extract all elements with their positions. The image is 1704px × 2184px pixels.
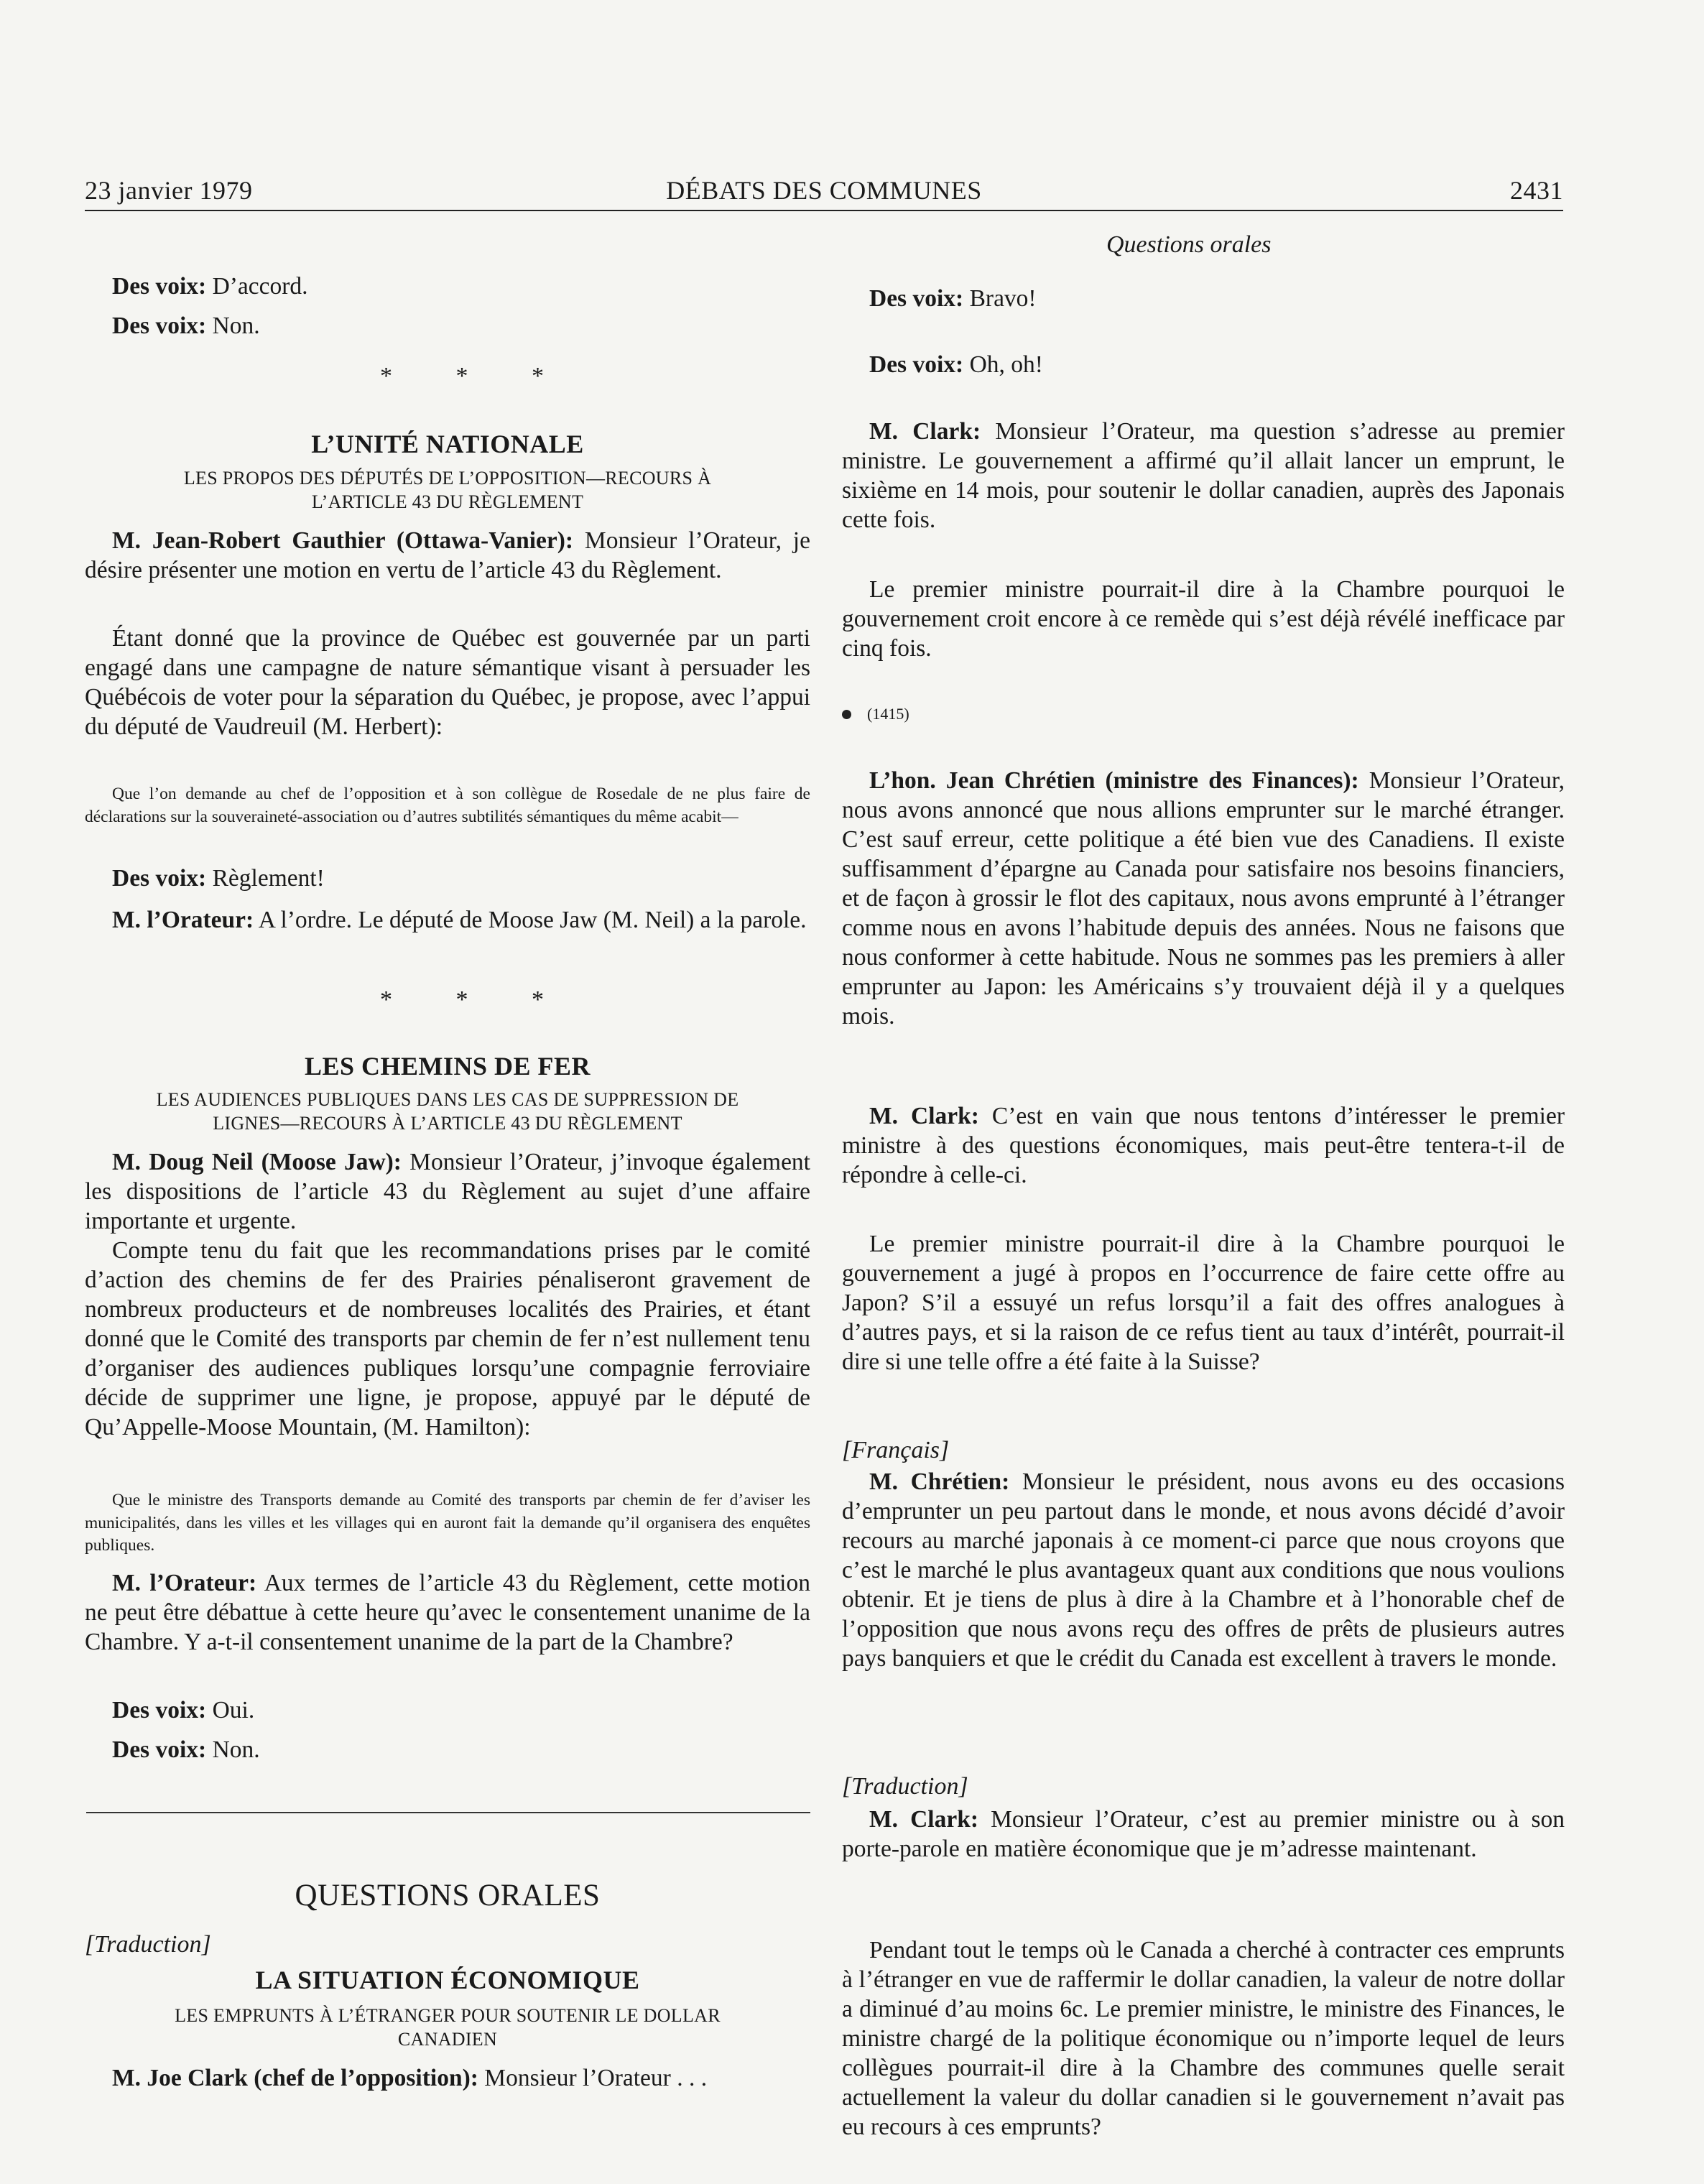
paragraph-text: Compte tenu du fait que les recommandations prises par le comité d’action des chemins de fer des Prairies pénaliseront gravement de nombreux producteurs et de nombreuses localités des Prairies, et étant donné que le Comité des transports par chemin de fer n’est nullement tenu d’organiser des audiences publiques lorsqu’une compagnie ferroviaire décide de supprimer une ligne, je propose, appuyé par le député de Qu’Appelle-Moose Mountain, (M. Hamilton): [85, 1237, 810, 1440]
speaker-name: M. Clark: [869, 418, 981, 445]
section-separator: * * * [380, 363, 573, 389]
speaker-name: M. Jean-Robert Gauthier (Ottawa-Vanier): [112, 527, 574, 554]
speaker-name: Des voix: [869, 285, 964, 312]
section-subtitle: LIGNES—RECOURS À L’ARTICLE 43 DU RÈGLEMENT [213, 1113, 682, 1134]
motion-quote [85, 1489, 810, 1558]
header-date: 23 janvier 1979 [85, 176, 253, 205]
speaker-name: Des voix: [112, 865, 207, 892]
speech [85, 1735, 810, 1764]
section-subtitle: LES PROPOS DES DÉPUTÉS DE L’OPPOSITION—RECOURS À [183, 468, 712, 489]
section-title: L’UNITÉ NATIONALE [311, 430, 584, 458]
speech [85, 1147, 810, 1236]
speech [85, 905, 810, 935]
page-header [85, 175, 1563, 211]
speech-text: A l’ordre. Le député de Moose Jaw (M. Neil) a la parole. [254, 907, 807, 933]
speaker-name: M. l’Orateur: [112, 907, 254, 933]
speech-text: Non. [206, 1736, 260, 1763]
section-subtitle: L’ARTICLE 43 DU RÈGLEMENT [311, 491, 584, 512]
paragraph-text: Le premier ministre pourrait-il dire à la Chambre pourquoi le gouvernement croit encore à ce remède qui s’est déjà révélé inefficace par cinq fois. [842, 576, 1565, 662]
speech [85, 526, 810, 585]
speech-text: Bravo! [963, 285, 1037, 312]
speaker-name: M. Clark: [869, 1806, 979, 1833]
speaker-name: Des voix: [112, 1697, 207, 1723]
language-note: [Traduction] [85, 1931, 211, 1958]
speech [85, 1695, 810, 1725]
language-note: [Français] [842, 1437, 950, 1463]
speaker-name: Des voix: [112, 313, 207, 339]
motion-text: Que le ministre des Transports demande au Comité des transports par chemin de fer d’aviser les municipalités, dans les villes et les villages qui en auront fait la demande qu’il organisera des enquêtes publiques. [85, 1491, 810, 1555]
speech-text: C’est en vain que nous tentons d’intéresser le premier ministre à des questions économiques, mais peut-être tentera-t-il de répondre à celle-ci. [842, 1103, 1565, 1188]
speech-text: Monsieur l’Orateur, nous avons annoncé que nous allions emprunter sur le marché étranger. C’est sauf erreur, cette politique a été bien vue des Canadiens. Il existe suffisamment d’épargne au Canada pour satisfaire nos besoins financiers, et de façon à grossir le flot des capitaux, nous avons emprunté à l’étranger comme nous en avons l’habitude depuis des années. Nous ne faisons que nous conformer à cette habitude. Nous ne sommes pas les premiers à aller emprunter au Japon: les Américains s’y trouvaient déjà il y a quelques mois. [842, 767, 1565, 1029]
speaker-name: M. Doug Neil (Moose Jaw): [112, 1149, 402, 1175]
header-title: DÉBATS DES COMMUNES [666, 176, 982, 205]
speech-text: Oui. [206, 1697, 255, 1723]
motion-text: Que l’on demande au chef de l’opposition et à son collègue de Rosedale de ne plus faire de déclarations sur la souveraineté-association ou d’autres subtilités sémantiques du même acabit— [85, 785, 810, 826]
speaker-name: M. Clark: [869, 1103, 979, 1129]
language-note: [Traduction] [842, 1773, 968, 1800]
speaker-name: Des voix: [869, 351, 964, 378]
section-title: LES CHEMINS DE FER [304, 1052, 591, 1081]
speech-text: Aux termes de l’article 43 du Règlement, cette motion ne peut être débattue à cette heure qu’avec le consentement unanime de la Chambre. Y a-t-il consentement unanime de la part de la Chambre? [85, 1570, 810, 1655]
speech [842, 1805, 1565, 1864]
bullet-icon [842, 710, 851, 719]
speech-text: Monsieur le président, nous avons eu des occasions d’emprunter un peu partout dans le monde, et nous avons décidé d’avoir recours au marché japonais à ce moment-ci parce que nous croyons que c’est le marché le plus avantageux quant aux conditions que nous voulions obtenir. Et je tiens de plus à dire à la Chambre et à l’honorable chef de l’opposition que nous avons reçu des offres de prêts de plusieurs autres pays banquiers et que le crédit du Canada est excellent à travers le monde. [842, 1468, 1565, 1672]
speaker-name: L’hon. Jean Chrétien (ministre des Finances): [869, 767, 1359, 794]
section-heading: QUESTIONS ORALES [295, 1879, 601, 1912]
page-number: 2431 [1510, 176, 1563, 205]
speech [85, 1568, 810, 1657]
section-title: LA SITUATION ÉCONOMIQUE [255, 1966, 640, 1994]
speaker-name: Des voix: [112, 273, 207, 300]
speech-text: Oh, oh! [963, 351, 1043, 378]
paragraph [842, 575, 1565, 663]
speech [842, 350, 1565, 379]
speech [85, 311, 810, 341]
speech-text: Monsieur l’Orateur, j’invoque également les dispositions de l’article 43 du Règlement au sujet d’une affaire importante et urgente. [85, 1149, 810, 1234]
motion-quote [85, 783, 810, 828]
section-separator: * * * [380, 986, 573, 1013]
speaker-name: Des voix: [112, 1736, 207, 1763]
speech-text: D’accord. [206, 273, 308, 300]
speaker-name: M. Chrétien: [869, 1468, 1010, 1495]
speech-text: Monsieur l’Orateur, je désire présenter une motion en vertu de l’article 43 du Règlement. [85, 527, 810, 583]
paragraph [842, 1935, 1565, 2142]
speech [85, 864, 810, 893]
paragraph-text: Pendant tout le temps où le Canada a cherché à contracter ces emprunts à l’étranger en vue de raffermir le dollar canadien, la valeur de notre dollar a diminué d’au moins 6c. Le premier ministre, le ministre des Finances, le ministre chargé de la politique économique ou n’importe lequel de leurs collègues pourrait-il dire à la Chambre des communes quelle serait actuellement la valeur du dollar canadien si le gouvernement n’avait pas eu recours à ces emprunts? [842, 1937, 1565, 2140]
section-rule [86, 1812, 810, 1813]
section-subtitle: CANADIEN [397, 2029, 498, 2050]
section-subtitle: LES AUDIENCES PUBLIQUES DANS LES CAS DE SUPPRESSION DE [156, 1089, 739, 1110]
running-head: Questions orales [1106, 231, 1272, 258]
paragraph-text: Le premier ministre pourrait-il dire à la Chambre pourquoi le gouvernement a jugé à propos en l’occurrence de faire cette offre au Japon? S’il a essuyé un refus lorsqu’il a fait des offres analogues à d’autres pays, et si la raison de ce refus tient au taux d’intérêt, pourrait-il dire si une telle offre a été faite à la Suisse? [842, 1231, 1565, 1375]
paragraph [842, 1229, 1565, 1376]
paragraph [85, 624, 810, 741]
timestamp: (1415) [867, 705, 909, 723]
speech [842, 1101, 1565, 1190]
speech-text: Monsieur l’Orateur, ma question s’adresse au premier ministre. Le gouvernement a affirmé qu’il allait lancer un emprunt, le sixième en 14 mois, pour soutenir le dollar canadien, auprès des Japonais cette fois. [842, 418, 1565, 533]
speech-text: Non. [206, 313, 260, 339]
section-subtitle: LES EMPRUNTS À L’ÉTRANGER POUR SOUTENIR LE DOLLAR [175, 2005, 721, 2026]
speech [842, 284, 1565, 313]
speech-text: Monsieur l’Orateur, c’est au premier ministre ou à son porte-parole en matière économique que je m’adresse maintenant. [842, 1806, 1565, 1862]
speech [85, 2063, 810, 2093]
speech-text: Monsieur l’Orateur . . . [478, 2065, 708, 2091]
time-marker [842, 705, 1565, 723]
speaker-name: M. Joe Clark (chef de l’opposition): [112, 2065, 478, 2091]
speech [842, 766, 1565, 1031]
paragraph-text: Étant donné que la province de Québec est gouvernée par un parti engagé dans une campagne de nature sémantique visant à persuader les Québécois de voter pour la séparation du Québec, je propose, avec l’appui du député de Vaudreuil (M. Herbert): [85, 625, 810, 740]
paragraph [85, 1236, 810, 1442]
speaker-name: M. l’Orateur: [112, 1570, 257, 1596]
speech [842, 417, 1565, 535]
speech [842, 1467, 1565, 1673]
speech [85, 272, 810, 301]
speech-text: Règlement! [206, 865, 325, 892]
